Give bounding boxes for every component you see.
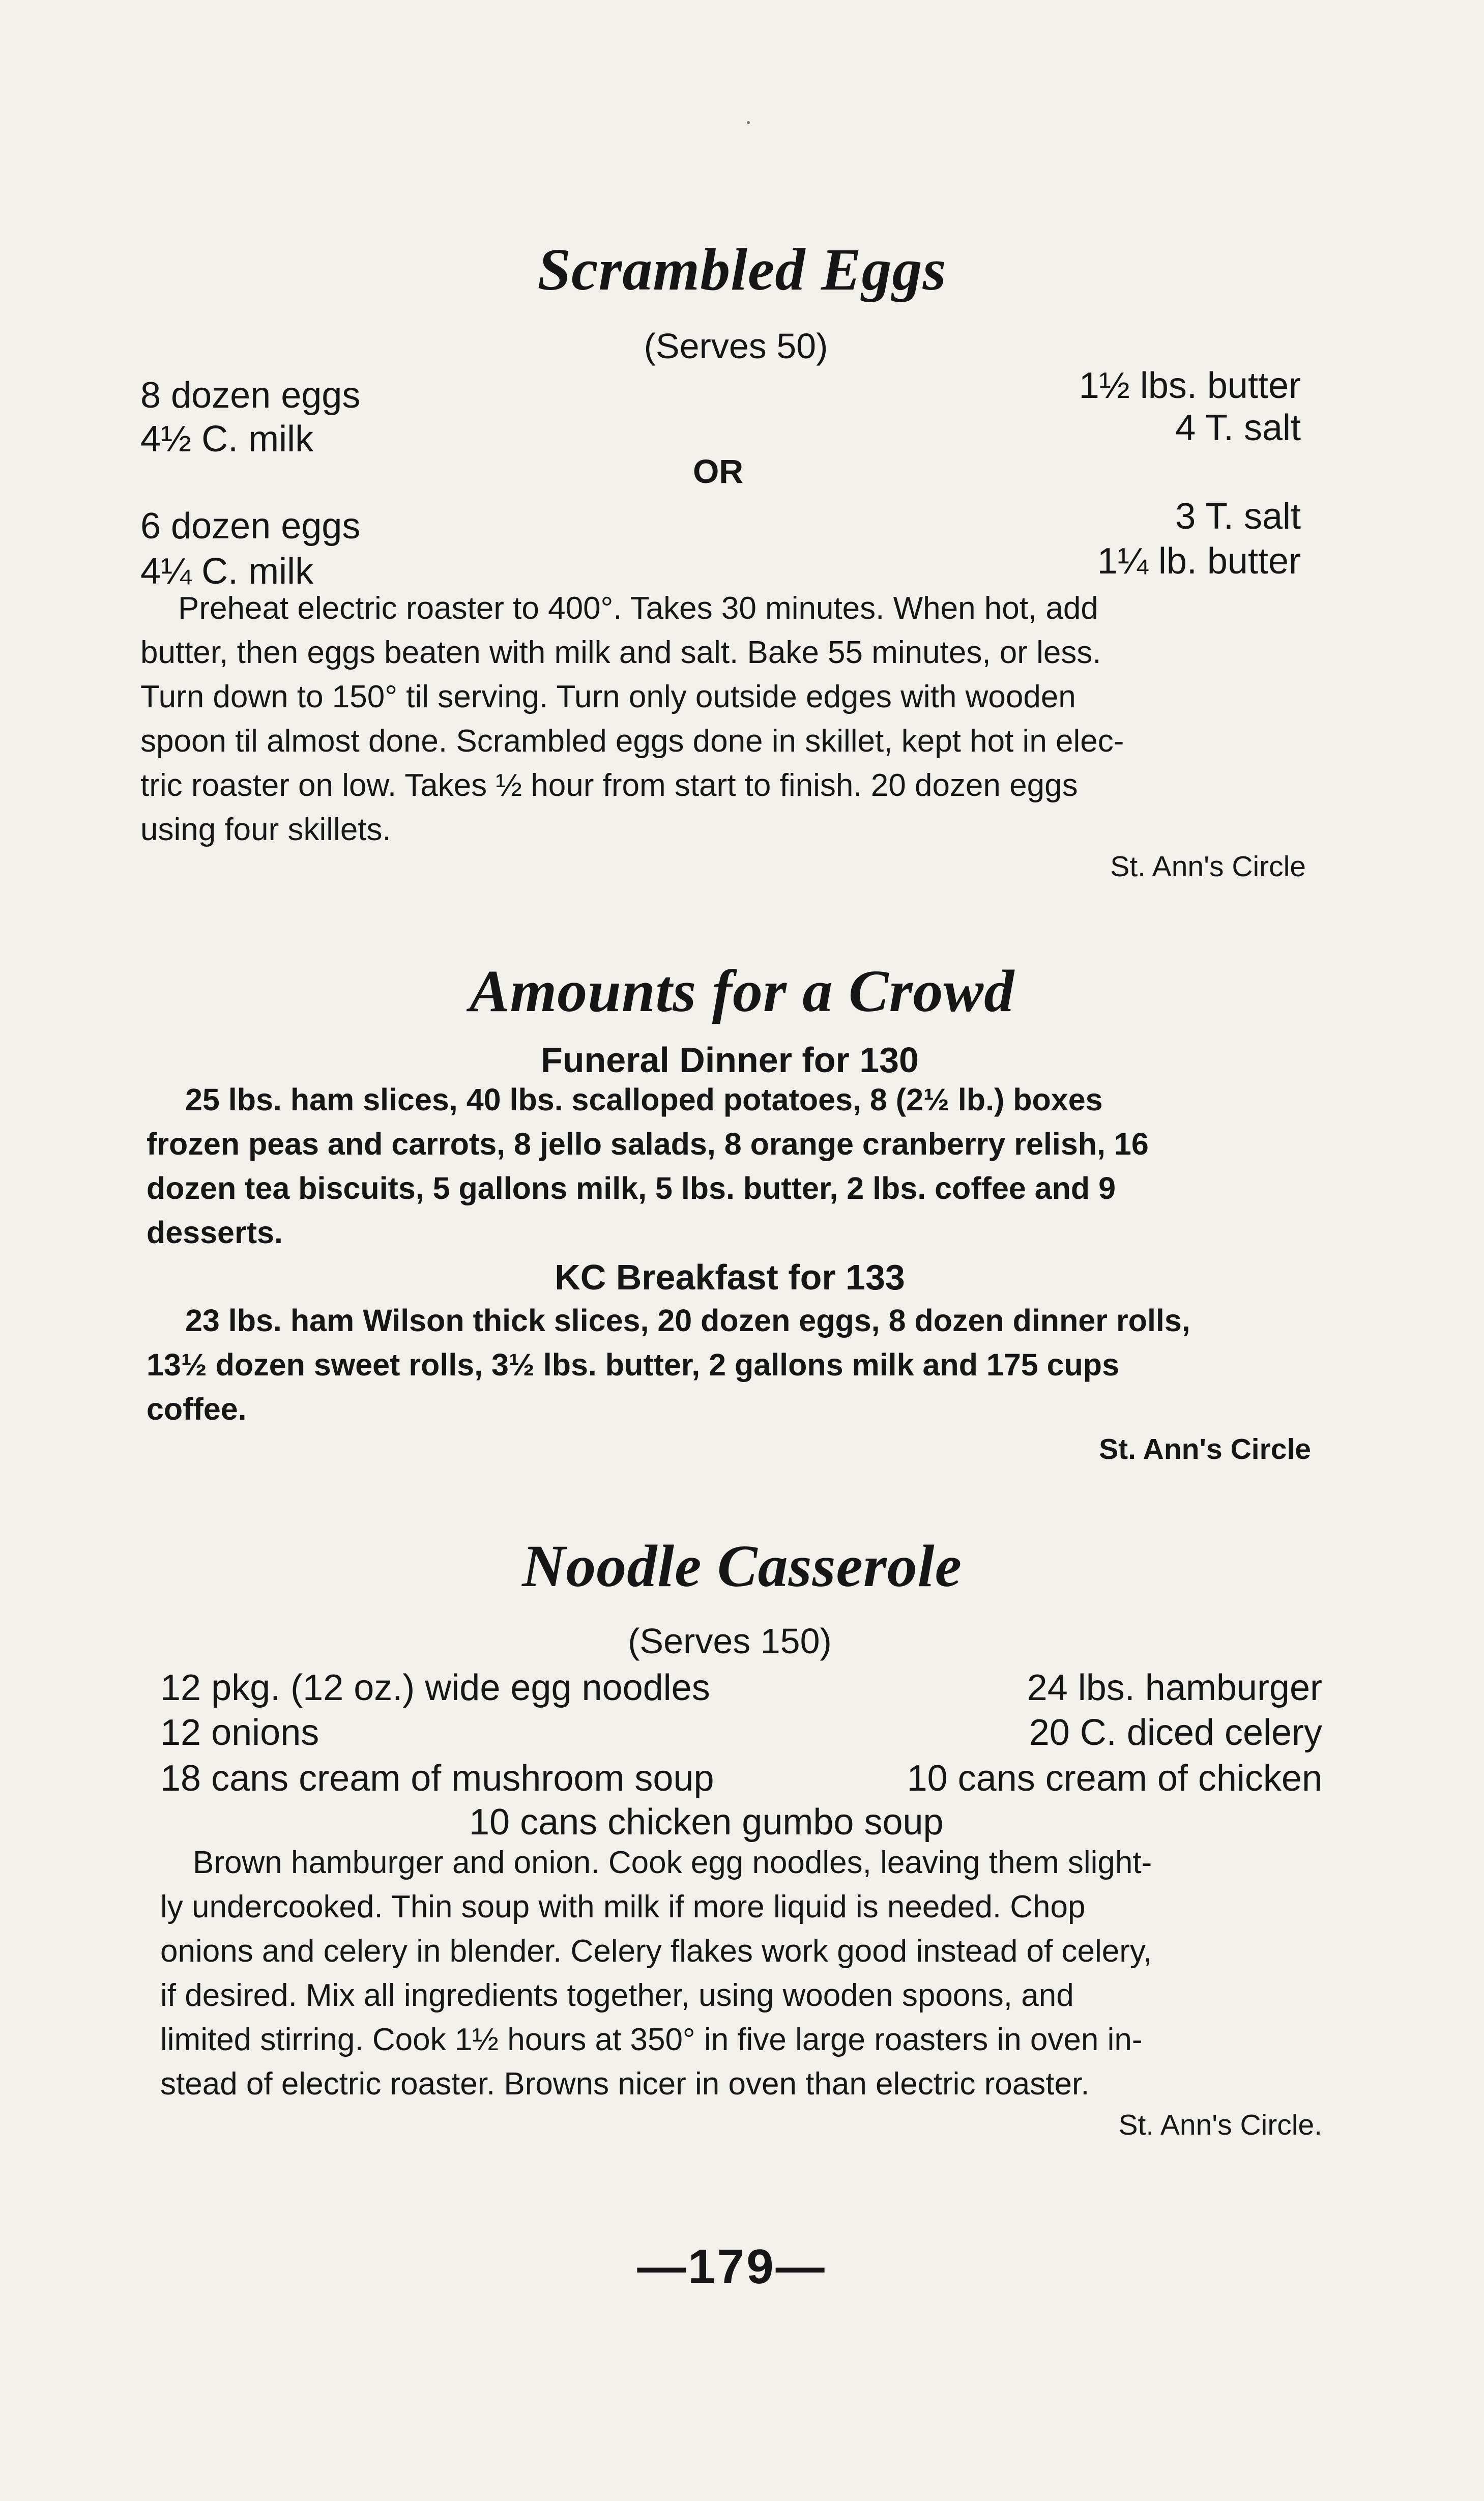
instruction-line: using four skillets. [140, 812, 391, 847]
ingredient-hamburger: 24 lbs. hamburger [1027, 1668, 1322, 1708]
ingredient-butter-1-half: 1½ lbs. butter [1079, 365, 1301, 406]
heading-kc-breakfast: KC Breakfast for 133 [555, 1257, 905, 1297]
instruction-line: if desired. Mix all ingredients together, using wooden spoons, and [160, 1978, 1074, 2013]
recipe-title-scrambled-eggs: Scrambled Eggs [537, 236, 947, 303]
ingredient-mushroom-soup: 18 cans cream of mushroom soup [160, 1758, 714, 1799]
ingredient-eggs-8-dozen: 8 dozen eggs [140, 375, 361, 416]
heading-funeral-dinner: Funeral Dinner for 130 [541, 1040, 919, 1080]
section-title-amounts-for-a-crowd: Amounts for a Crowd [469, 958, 1015, 1024]
serves-scrambled-eggs: (Serves 50) [644, 326, 828, 366]
instructions-scrambled-eggs [140, 586, 1308, 852]
recipe-title-noodle-casserole: Noodle Casserole [522, 1533, 962, 1599]
page-number: —179— [637, 2239, 827, 2294]
list-line: dozen tea biscuits, 5 gallons milk, 5 lbs. butter, 2 lbs. coffee and 9 [147, 1171, 1116, 1205]
ingredient-eggs-6-dozen: 6 dozen eggs [140, 506, 361, 547]
list-line: desserts. [147, 1215, 283, 1250]
list-line: 13½ dozen sweet rolls, 3½ lbs. butter, 2 gallons milk and 175 cups [147, 1347, 1119, 1382]
list-line: 23 lbs. ham Wilson thick slices, 20 dozen eggs, 8 dozen dinner rolls, [185, 1303, 1190, 1338]
list-line: 25 lbs. ham slices, 40 lbs. scalloped potatoes, 8 (2½ lb.) boxes [185, 1082, 1103, 1117]
instruction-line: Preheat electric roaster to 400°. Takes 30 minutes. When hot, add [178, 591, 1098, 626]
credit-amounts-for-a-crowd: St. Ann's Circle [1099, 1433, 1311, 1465]
instruction-line: limited stirring. Cook 1½ hours at 350° in five large roasters in oven in- [160, 2022, 1143, 2057]
ingredient-salt-3t: 3 T. salt [1175, 496, 1301, 537]
ingredient-chicken-gumbo-soup: 10 cans chicken gumbo soup [469, 1802, 944, 1843]
credit-noodle-casserole: St. Ann's Circle. [1118, 2109, 1322, 2141]
list-line: frozen peas and carrots, 8 jello salads, 8 orange cranberry relish, 16 [147, 1127, 1149, 1161]
ingredient-salt-4t: 4 T. salt [1175, 408, 1301, 448]
credit-scrambled-eggs: St. Ann's Circle [1110, 850, 1306, 883]
ingredient-onions: 12 onions [160, 1712, 319, 1753]
speck [747, 121, 750, 124]
instruction-line: tric roaster on low. Takes ½ hour from start to finish. 20 dozen eggs [140, 768, 1078, 803]
ingredient-butter-1-quarter: 1¼ lb. butter [1097, 541, 1301, 582]
instruction-line: stead of electric roaster. Browns nicer in oven than electric roaster. [160, 2066, 1090, 2102]
ingredient-milk-4-quarter: 4¼ C. milk [140, 551, 314, 592]
ingredient-egg-noodles: 12 pkg. (12 oz.) wide egg noodles [160, 1668, 710, 1708]
funeral-dinner-list [147, 1078, 1315, 1255]
instruction-line: Brown hamburger and onion. Cook egg noodles, leaving them slight- [193, 1845, 1152, 1880]
ingredient-chicken-soup: 10 cans cream of chicken [907, 1758, 1322, 1799]
or-divider: OR [693, 452, 743, 490]
instruction-line: spoon til almost done. Scrambled eggs done in skillet, kept hot in elec- [140, 724, 1124, 759]
ingredient-milk-4-half: 4½ C. milk [140, 419, 314, 459]
instruction-line: butter, then eggs beaten with milk and salt. Bake 55 minutes, or less. [140, 635, 1101, 670]
instruction-line: onions and celery in blender. Celery flakes work good instead of celery, [160, 1934, 1152, 1969]
ingredient-celery: 20 C. diced celery [1029, 1712, 1322, 1753]
list-line: coffee. [147, 1392, 247, 1426]
instructions-noodle-casserole [160, 1841, 1320, 2106]
kc-breakfast-list [147, 1299, 1315, 1431]
instruction-line: ly undercooked. Thin soup with milk if more liquid is needed. Chop [160, 1889, 1086, 1924]
serves-noodle-casserole: (Serves 150) [628, 1621, 832, 1661]
instruction-line: Turn down to 150° til serving. Turn only outside edges with wooden [140, 679, 1076, 714]
